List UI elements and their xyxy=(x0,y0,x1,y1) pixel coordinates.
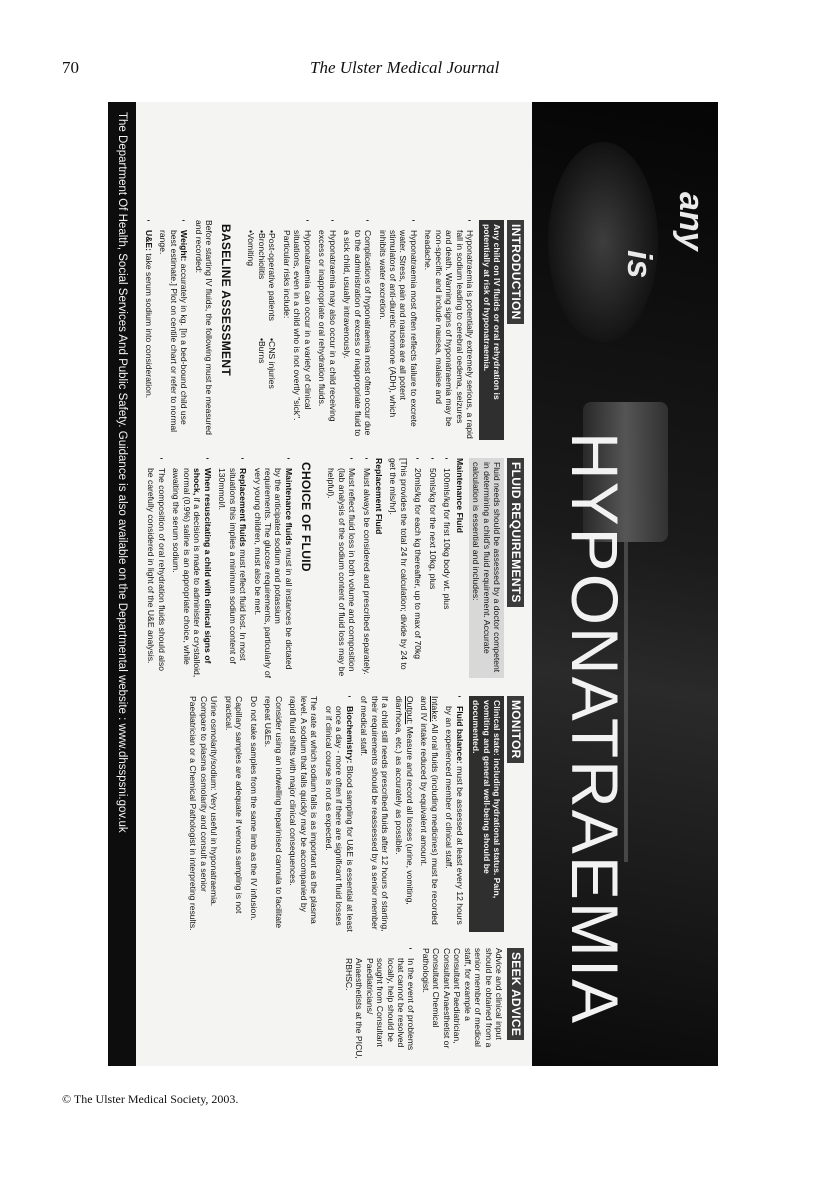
column-introduction xyxy=(144,220,524,440)
choice-item xyxy=(217,468,248,678)
photo-hand xyxy=(548,142,658,342)
intake-text: All oral fluids (including medicines) must be recorded and IV intake reduced by equivalent amount. xyxy=(419,696,440,925)
risk-item: • CNS injuries xyxy=(267,338,277,440)
baseline-heading: BASELINE ASSESSMENT xyxy=(218,224,233,376)
choice-bold: Replacement fluids xyxy=(238,468,249,547)
replacement-list xyxy=(326,458,372,678)
biochem-text: Blood sampling for U&E is essential at least once a day - more often if there are significant fluid losses or if clinical course is not as expected. xyxy=(323,706,355,932)
choice-item xyxy=(171,468,213,678)
fluid-balance xyxy=(444,706,465,932)
output-text: Measure and record all losses (urine, vomiting, diarrhoea, etc.) as accurately as possible. xyxy=(394,696,415,905)
replacement-item: • Must always be considered and prescribed separately. xyxy=(361,468,371,678)
baseline-bullets xyxy=(144,220,189,440)
seek-advice-list xyxy=(343,948,416,1064)
maintenance-note: [This provides the total 24 hr calculation; divide by 24 to get the mls/hr]. xyxy=(388,458,409,670)
fluid-balance-label: Fluid balance: xyxy=(454,706,465,764)
replacement-item: • Must reflect fluid loss in both volume and composition (lab analysis of the sodium content of fluid loss may be helpful). xyxy=(326,468,357,678)
baseline-intro: Before starting IV fluids, the following must be measured and recorded: xyxy=(193,220,215,435)
baseline-weight xyxy=(158,230,189,440)
headline-any: any xyxy=(672,192,710,251)
monitor-capillary: Capillary samples are adequate if venous sampling is not practical. xyxy=(223,696,245,914)
copyright: © The Ulster Medical Society, 2003. xyxy=(62,1092,239,1106)
risk-item: • Bronchiolitis xyxy=(256,230,266,332)
weight-label: Weight: xyxy=(179,230,190,262)
headline-main: HYPONATRAEMIA xyxy=(558,432,632,1026)
intake-label: Intake: xyxy=(429,696,440,722)
headline-is: is xyxy=(620,250,658,279)
choice-bold: Maintenance fluids xyxy=(283,468,294,546)
baseline-ue xyxy=(144,230,154,440)
poster-content xyxy=(136,102,532,1066)
monitor-same-limb: Do not take samples from the same limb as the IV infusion. xyxy=(248,696,259,921)
choice-item xyxy=(252,468,294,678)
intro-bullet: • Hyponatraemia most often reflects failure to excrete water. Stress, pain and nausea are all potent stimulators of anti-diuretic hormone (ADH), which inhibits water excretion. xyxy=(377,230,419,440)
choice-text: must in all instances be dictated by the anticipated sodium and potassium requirements. The glucose requirements, particularly of very young children, must also be met. xyxy=(252,468,294,678)
monitor-reassess: If a child still needs prescribed fluids after 12 hours of starting, their requirements should be reassessed by a senior member of medical staff. xyxy=(359,696,391,932)
maintenance-heading: Maintenance Fluid xyxy=(454,458,465,533)
poster-footer: The Department Of Health, Social Services And Public Safety. Guidance is also available on the Departmental website : www.dhsspsni.gov.uk xyxy=(108,102,136,1066)
maintenance-item: • 50mls/kg for the next 10kg, plus xyxy=(427,468,437,678)
choice-text: if a decision is made to administer a crystalloid, normal (0.9%) saline is an appropriate choice, while awaiting the serum sodium. xyxy=(171,468,203,678)
introduction-bullets xyxy=(281,220,475,440)
seek-advice-text: Advice and clinical input should be obtained from a senior member of medical staff, for example a Consultant Paediatrician, Consultant Anaesthetist or Consultant Chemical Pathologist. xyxy=(420,948,505,1049)
poster xyxy=(108,102,718,1066)
intro-bullet: • Complications of hyponatraemia most often occur due to the administration of excess or inappropriate fluid to a sick child, usually intravenously. xyxy=(342,230,373,440)
intro-bullet: • Hyponatraemia is potentially extremely serious, a rapid fall in sodium leading to cerebral oedema, seizures and death. Warning signs of hyponatraemia may be non-specific and include nausea, malaise and headache. xyxy=(423,230,475,440)
journal-title: The Ulster Medical Journal xyxy=(310,58,500,77)
risk-grid xyxy=(246,220,277,440)
monitor-cannula: Consider using an indwelling heparinised cannula to facilitate repeat U&Es. xyxy=(263,696,284,929)
monitor-output xyxy=(394,696,415,932)
maintenance-item: • 20mls/kg for each kg thereafter, up to max of 70kg xyxy=(413,468,423,678)
ue-text: take serum sodium into consideration. xyxy=(144,253,154,399)
column-monitor xyxy=(144,696,524,932)
monitor-intake xyxy=(419,696,440,932)
fluid-requirements-lead: Fluid needs should be assessed by a doctor competent in determining a child's fluid requirement. Accurate calculation is essential and includes: xyxy=(469,458,504,678)
column-fluid xyxy=(144,458,524,678)
intro-bullet: • Hyponatraemia can occur in a variety of clinical situations, even in a child who is not overtly "sick". Particular risks include: xyxy=(281,230,312,440)
intro-bullet: • Hyponatraemia may also occur in a child receiving excess or inappropriate oral rehydration fluids. xyxy=(317,230,338,440)
column-seek-advice xyxy=(144,948,524,1064)
monitor-bullets xyxy=(444,696,465,932)
weight-text: accurately in kg. [In a bed-bound child use best estimate.] Plot on centile chart or refer to normal range. xyxy=(158,230,190,433)
biochem-label: Biochemistry: xyxy=(344,706,355,764)
risk-item: • Burns xyxy=(256,338,266,440)
seek-advice-bullet: • In the event of problems that cannot be resolved locally, help should be sought from Consultant Paediatricians/ Anaesthetists at the PICU, RBHSC. xyxy=(343,958,416,1064)
monitor-osmolality: Urine osmolarity/sodium: Very useful in hyponatraemia. Compare to plasma osmolarity and consult a senior Paediatrician or a Chemical Pathologist in interpreting results. xyxy=(188,696,220,931)
page-number: 70 xyxy=(62,58,79,77)
replacement-heading: Replacement Fluid xyxy=(374,458,385,535)
choice-item xyxy=(146,468,167,678)
maintenance-item: • 100mls/kg for first 10kg body wt. plus xyxy=(442,468,452,678)
output-label: Output: xyxy=(404,696,415,725)
risk-item: • Vomiting xyxy=(246,230,256,332)
choice-text: must reflect fluid lost. In most situations this implies a minimum sodium content of 130mmol/l. xyxy=(217,468,249,664)
choice-list xyxy=(146,458,294,678)
biochemistry xyxy=(323,706,354,932)
fluid-balance-text: must be assessed at least every 12 hours by an experienced member of clinical staff. xyxy=(444,706,465,925)
seek-advice-heading: SEEK ADVICE xyxy=(507,948,524,1040)
monitor-heading: MONITOR xyxy=(507,696,524,763)
risk-item: • Post-operative patients xyxy=(267,230,277,332)
choice-bold: When resuscitating a child with clinical signs of shock, xyxy=(192,468,213,664)
fluid-requirements-heading: FLUID REQUIREMENTS xyxy=(507,458,524,607)
poster-photo xyxy=(532,102,718,1066)
maintenance-list xyxy=(413,458,452,678)
introduction-lead: Any child on IV fluids or oral rehydration is potentially at risk of hyponatraemia. xyxy=(479,220,504,440)
monitor-rate: The rate at which sodium falls is as important as the plasma level. A sodium that falls quickly may be accompanied by rapid fluid shifts with major clinical consequences. xyxy=(288,696,320,924)
monitor-biochem-list xyxy=(323,696,354,932)
choice-of-fluid-heading: CHOICE OF FLUID xyxy=(298,462,313,572)
introduction-heading: INTRODUCTION xyxy=(507,220,524,324)
monitor-lead: Clinical state: including hydrational status. Pain, vomiting and general well-being should be documented. xyxy=(469,696,504,932)
choice-text: The composition of oral rehydration fluids should also be carefully considered in light of the U&E analysis. xyxy=(146,468,167,672)
poster-rotated-canvas xyxy=(108,102,718,1066)
ue-label: U&E: xyxy=(144,230,154,252)
